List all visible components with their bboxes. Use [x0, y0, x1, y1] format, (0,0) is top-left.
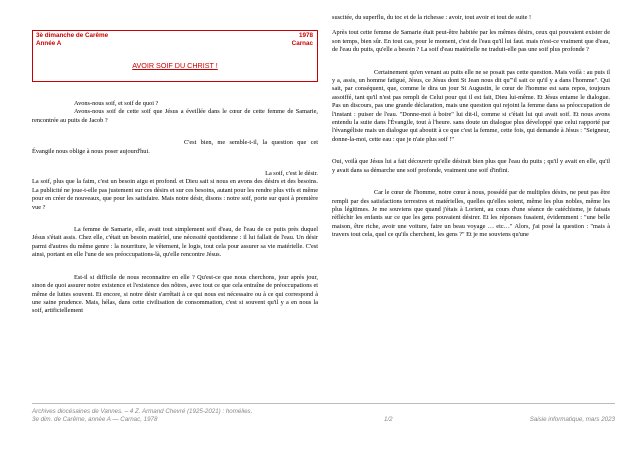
left-column — [32, 14, 318, 316]
liturgy-label: 3è dimanche de Carême — [36, 32, 109, 39]
year-cycle-label: Année A — [36, 40, 62, 48]
paragraph: C'est bien, me semble-t-il, la question que cet Évangile nous oblige à nous poser aujourd'hui. — [32, 139, 318, 155]
page-footer — [32, 403, 615, 423]
paragraph: La soif, plus que la faim, c'est un besoin aigu et profond. et Dieu sait si nous en avons des désirs et des besoins. La publicité ne joue-t-elle pas justement sur ces désirs et sur ces besoins, autant pour les rendre plus vifs et même pour en créer de nouveaux, que pour les satisfaire. Mais notre désir, disons : notre soif, porte sur quoi à première vue ? — [32, 178, 318, 211]
paragraph: Certainement qu'en venant au puits elle ne se posait pas cette question. Mais voilà : au puis il y a, assis, un homme fatigué, Jésus, ce Jésus dont St Jean nous dit qu'"il sait ce qu'il y a dans l'homme". Qui sait, par conséquent, que, comme le dira un jour St Augustin, le cœur de l'homme est sans repos, toujours assoiffé, tant qu'il n'est pas rempli de Celui pour qui il est fait, Dieu lui-même. Et Jésus entame le dialogue. Pas un discours, pas une grande déclaration, mais une question qui rejoint la femme dans sa préoccupation de l'instant : puiser de l'eau. "Donne-moi à boire" lui dit-il, comme si c'était lui qui avait soif. Et nous avons entendu la suite dans l'Évangile, tout à l'heure. sans doute un dialogue plus développé que celui rapporté par l'évangéliste mais un dialogue qui aboutit à ce que c'est la femme, cette fois, qui demande à Jésus : "Seigneur, donne-la-moi, cette eau : que je n'aie plus soif !" — [332, 68, 610, 143]
header-right — [292, 32, 313, 48]
paragraph: La femme de Samarie, elle, avait tout simplement soif d'eau, de l'eau de ce puits près duquel Jésus s'était assis. Chez elle, c'était un besoin matériel, une nécessité quotidienne : il lui fallait de l'eau. Un désir parmi d'autres du même genre : la nourriture, le vêtement, le logis, tout cela pour assurer sa vie matérielle. C'est ainsi, portant en elle l'une de ses préoccupations-là, qu'elle rencontre Jésus. — [32, 226, 318, 259]
homily-title: AVOIR SOIF DU CHRIST ! — [132, 61, 218, 70]
place-label: Carnac — [291, 40, 313, 48]
year-label: 1978 — [298, 32, 313, 39]
paragraph: La soif, c'est le désir. — [265, 170, 318, 178]
footer-reference: 3e dim. de Carême, année A — Carnac, 1978 — [32, 416, 158, 423]
paragraph: Après tout cette femme de Samarie était peut-être habitée par les mêmes désirs, ceux qui pouvaient exister de son temps, bien sûr. En tout cas, pour le moment, c'est de l'eau qu'il lui faut. mais n'est-ce vraiment que d'eau, de l'eau du puits, qu'elle a besoin ? La soif d'eau matérielle ne traduit-elle pas une soif plus profonde ? — [332, 29, 610, 54]
page-number: 1/2 — [384, 416, 393, 423]
header-box — [32, 30, 318, 82]
header-left — [36, 32, 108, 48]
paragraph: Car le cœur de l'homme, notre cœur à nous, possédé par de multiples désirs, ne peut pas être rempli par des satisfactions terrestres et matérielles, quelles qu'elles soient, même les plus nobles, même les plus légitimes. Je me souviens que quand j'étais à Lorient, au cours d'une séance de catéchisme, je faisais réfléchir les enfants sur ce que les gens pouvaient désirer. Et les réponses fusaient, évidemment : "une belle maison, être riche, avoir une voiture, faire un beau voyage … etc…" Alors, j'ai posé la question : "mais à travers tout cela, quel ce qu'ils cherchent, les gens ?" Et je me souviens qu'une — [332, 189, 610, 239]
footer-source — [32, 408, 292, 424]
footer-note: Saisie informatique, mars 2023 — [529, 416, 615, 423]
footer-archive: Archives diocésaines de Vannes. – 4 Z. Armand Chevré (1925-2021) : homélies. — [32, 408, 253, 415]
right-column — [332, 14, 610, 240]
paragraph: Est-il si difficile de nous reconnaitre en elle ? Qu'est-ce que nous cherchons, jour après jour, sinon de quoi assurer notre existence et l'existence des nôtres, avec tout ce que cela entraîne de préoccupations et même de luttes souvent. Et encore, si notre désir s'arrêtait à ce qui nous est nécessaire ou à ce qui correspond à une saine prudence. Mais, hélas, dans cette civilisation de consommation, c'est si souvent qu'il y a en nous la soif, artificiellement — [32, 273, 318, 315]
paragraph: Avons-nous soif de cette soif que Jésus a éveillée dans le cœur de cette femme de Samarie, rencontrée au puits de Jacob ? — [32, 108, 318, 124]
paragraph: Avons-nous soif, et soif de quoi ? — [74, 100, 159, 107]
paragraph: Oui, voilà que Jésus lui a fait découvrir qu'elle désirait bien plus que l'eau du puits ; qu'il y avait en elle, qu'il y avait dans sa démarche une soif profonde, vraiment une soif d'infini. — [332, 158, 610, 174]
paragraph: suscitée, du superflu, du toc et de la richesse : avoir, tout avoir et tout de suite ! — [332, 14, 532, 21]
